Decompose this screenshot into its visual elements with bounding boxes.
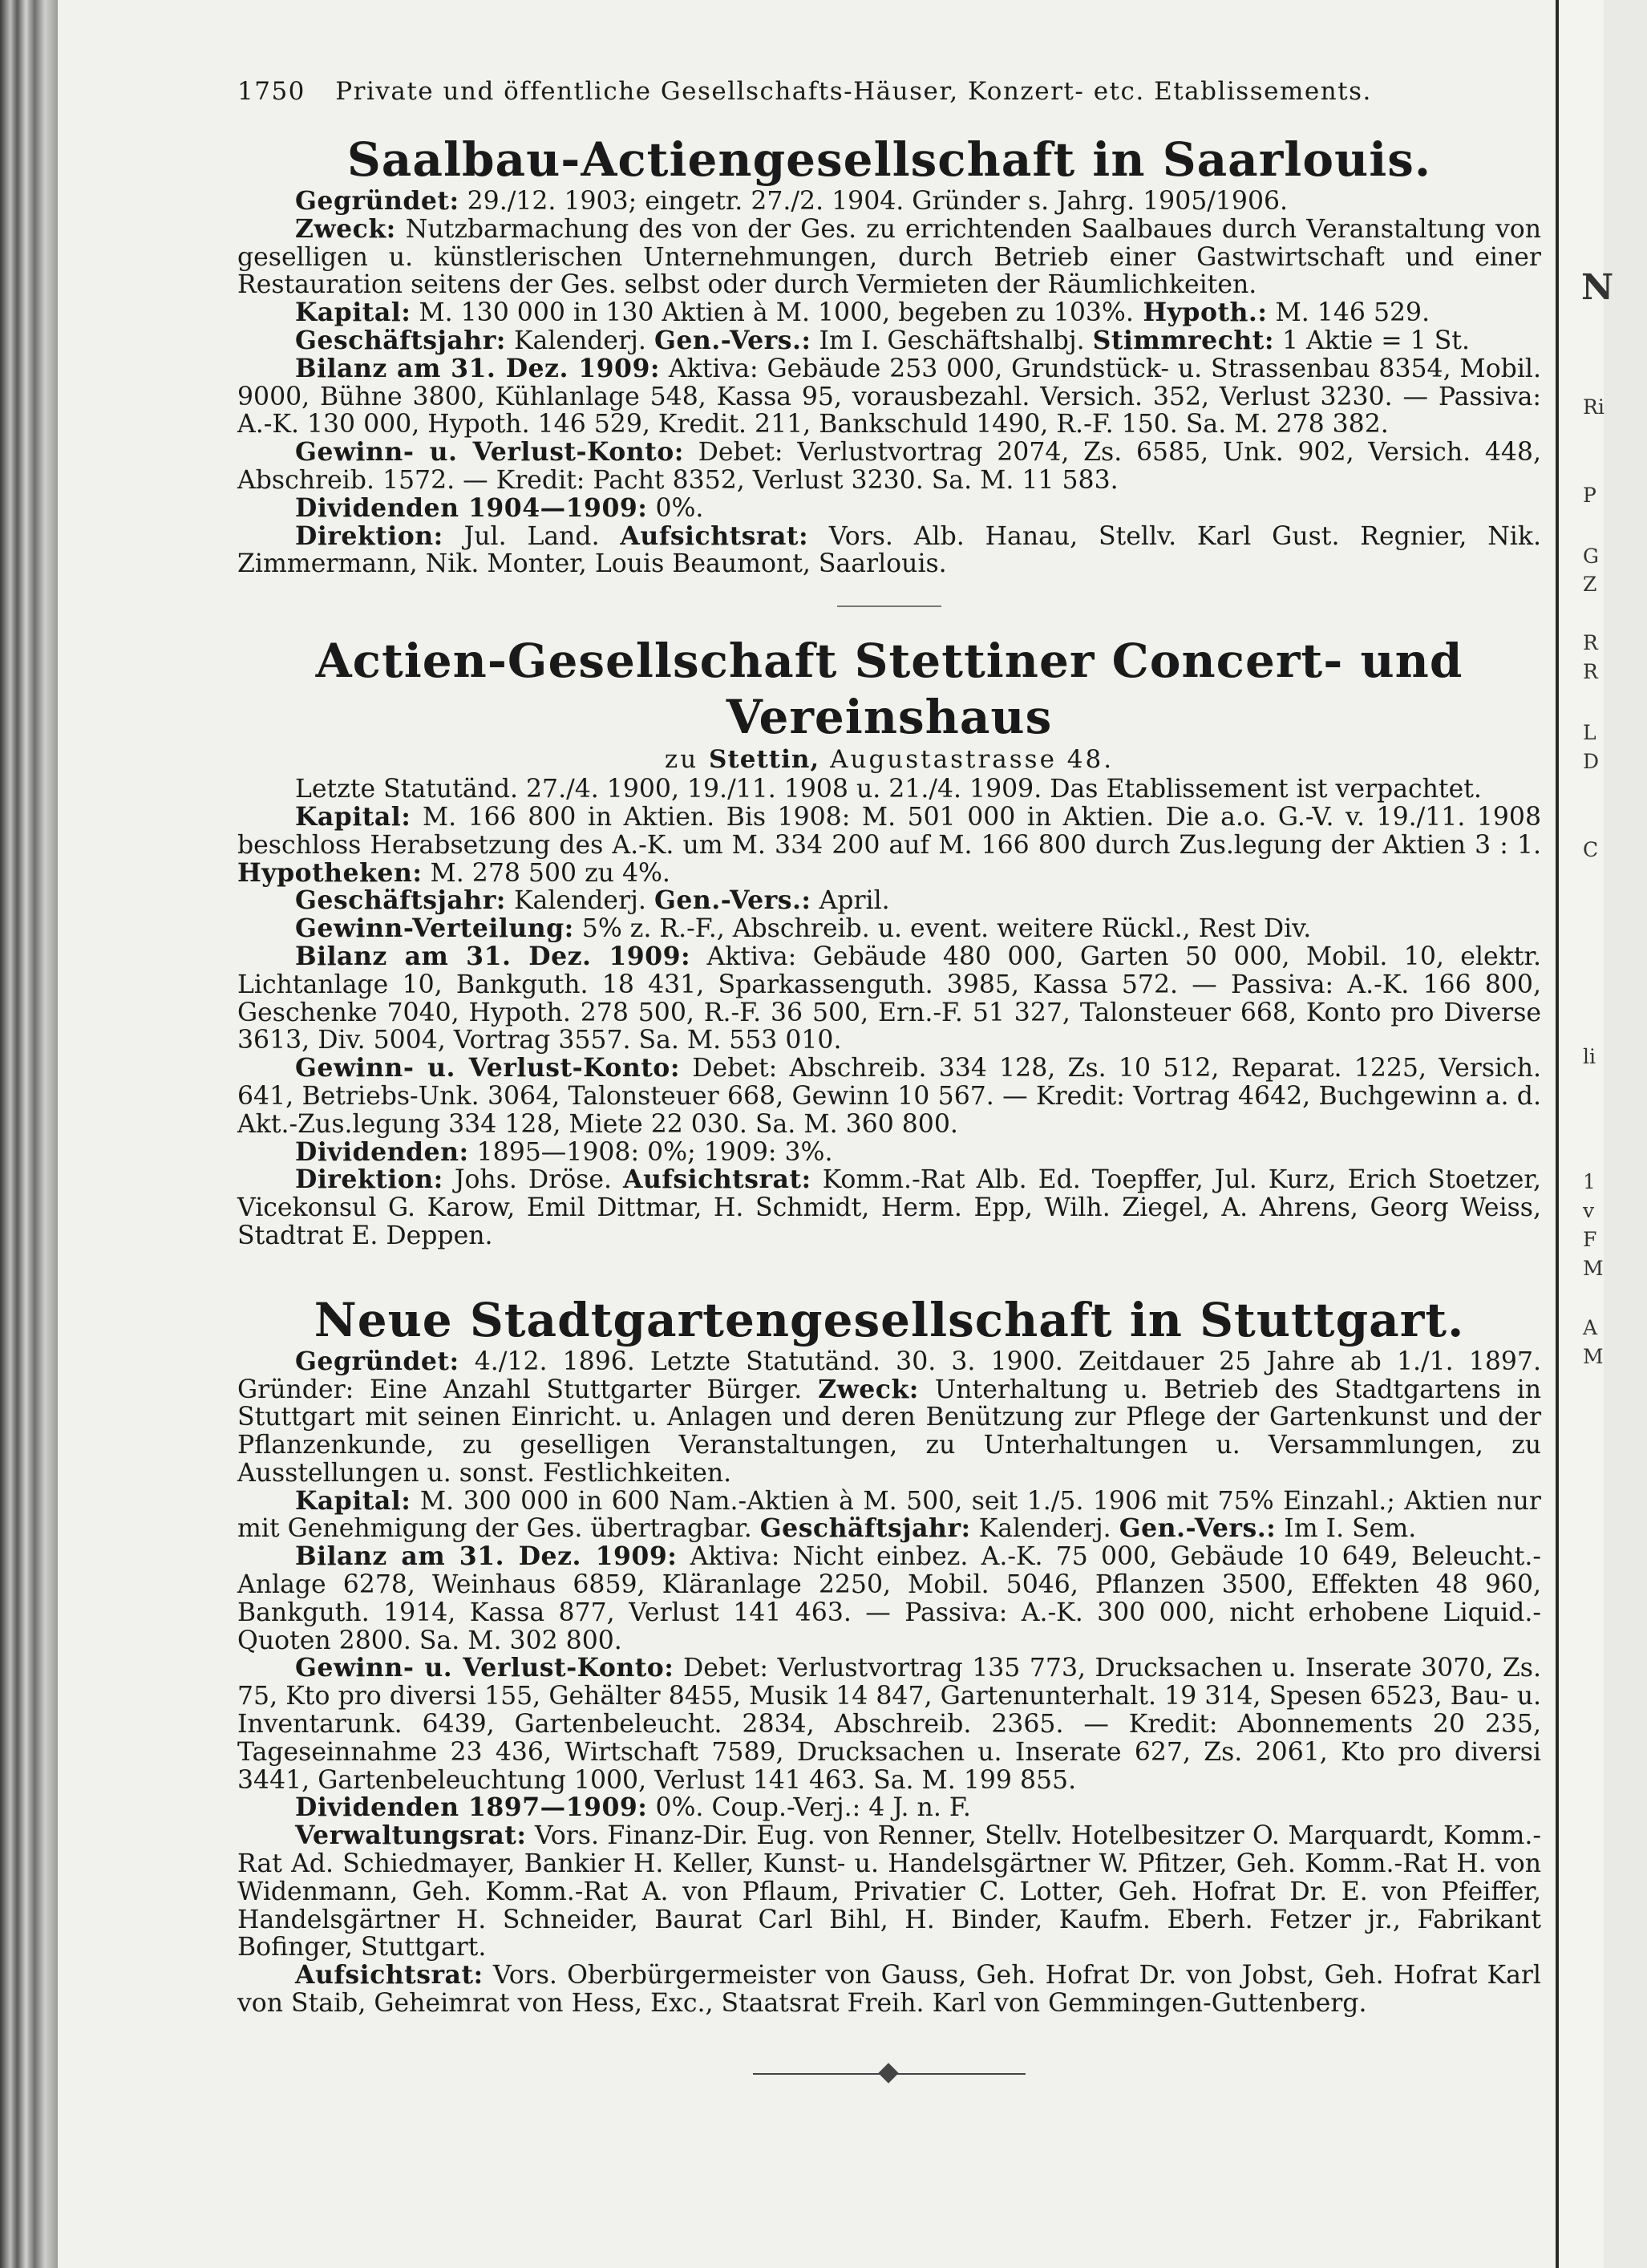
entry-direktion: Direktion: Jul. Land. Aufsichtsrat: Vors. Alb. Hanau, Stellv. Karl Gust. Regnier, Nik. Zimmermann, Nik. Monter, Louis Beaumont, Saarlouis. [237,520,1541,579]
edge-fragment: P [1583,484,1596,507]
edge-fragment: A [1583,1316,1598,1339]
edge-fragment: R [1583,660,1598,683]
book-binding [0,0,58,2268]
section-gap [237,1250,1541,1292]
article-title: Neue Stadtgartengesellschaft in Stuttgart. [314,1292,1465,1347]
entry-direktion: Direktion: Johs. Dröse. Aufsichtsrat: Komm.-Rat Alb. Ed. Toepffer, Jul. Kurz, Erich Stoetzer, Vicekonsul G. Karow, Emil Dittmar, H. Schmidt, Herm. Epp, Wilh. Ziegel, A. Ahrens, Georg Weiss, Stadtrat E. Deppen. [237,1164,1541,1250]
edge-fragment: 1 [1583,1170,1596,1193]
article-stadtgarten-stuttgart [237,1292,1541,2018]
edge-fragment: G [1583,545,1599,568]
entry-statutaend: Letzte Statutänd. 27./4. 1900, 19./11. 1908 u. 21./4. 1909. Das Etablissement ist verpachtet. [295,775,1482,804]
entry-bilanz: Bilanz am 31. Dez. 1909: Aktiva: Nicht einbez. A.-K. 75 000, Gebäude 10 649, Beleucht.-Anlage 6278, Weinhaus 6859, Kläranlage 2250, Mobil. 5046, Pflanzen 3500, Effekten 48 960, Bankguth. 1914, Kassa 877, Verlust 141 463. — Passiva: A.-K. 300 000, nicht erhobene Liquid.-Quoten 2800. Sa. M. 302 800. [237,1541,1541,1655]
article-title: Actien-Gesellschaft Stettiner Concert- und Vereinshaus [315,634,1463,745]
edge-fragment: C [1583,838,1599,861]
entry-bilanz: Bilanz am 31. Dez. 1909: Aktiva: Gebäude 253 000, Grundstück- u. Strassenbau 8354, Mobil. 9000, Bühne 3800, Kühlanlage 548, Kassa 95, vorausbezahl. Versich. 352, Verlust 3230. — Passiva: A.-K. 130 000, Hypoth. 146 529, Kredit. 211, Bankschuld 1490, R.-F. 150. Sa. M. 278 382. [237,353,1541,439]
edge-fragment: N [1581,267,1614,308]
running-title: Private und öffentliche Gesellschafts-Häuser, Konzert- etc. Etablissements. [335,77,1372,106]
entry-zweck: Zweck: Nutzbarmachung des von der Ges. zu errichtenden Saalbaues durch Veranstaltung von geselligen u. künstlerischen Unternehmungen, durch Betrieb einer Gastwirtschaft und einer Restauration seitens der Ges. selbst oder durch Vermieten der Räumlichkeiten. [237,213,1541,300]
entry-dividenden: Dividenden: 1895—1908: 0%; 1909: 3%. [295,1136,833,1167]
article-saalbau-saarlouis [237,132,1541,578]
article-title: Saalbau-Actiengesellschaft in Saarlouis. [346,132,1432,187]
article-subtitle: zu Stettin, Augustastrasse 48. [664,745,1115,775]
entry-gewinn-verlust: Gewinn- u. Verlust-Konto: Debet: Verlustvortrag 135 773, Drucksachen u. Inserate 3070, Zs. 75, Kto pro diversi 155, Gehälter 8455, Musik 14 847, Gartenunterhalt. 19 314, Spesen 6523, Bau- u. Inventarunk. 6439, Gartenbeleucht. 2834, Abschreib. 2365. — Kredit: Abonnements 20 235, Tageseinnahme 23 436, Wirtschaft 7589, Drucksachen u. Inserate 627, Zs. 2061, Kto pro diversi 3441, Gartenbeleuchtung 1000, Verlust 141 463. Sa. M. 199 855. [237,1653,1541,1795]
entry-gewinn-verlust: Gewinn- u. Verlust-Konto: Debet: Verlustvortrag 2074, Zs. 6585, Unk. 902, Versich. 448, Abschreib. 1572. — Kredit: Pacht 8352, Verlust 3230. Sa. M. 11 583. [237,437,1541,495]
diamond-ornament-icon [878,2063,898,2083]
edge-fragment: Ri [1583,395,1605,419]
entry-kapital: Kapital: M. 166 800 in Aktien. Bis 1908: M. 501 000 in Aktien. Die a.o. G.-V. v. 19./11. 1908 beschloss Herabsetzung des A.-K. um M. 334 200 auf M. 166 800 durch Zus.legung der Aktien 3 : 1. Hypotheken: M. 278 500 zu 4%. [237,801,1541,888]
edge-fragment: R [1583,631,1598,654]
entry-kapital: Kapital: M. 130 000 in 130 Aktien à M. 1000, begeben zu 103%. Hypoth.: M. 146 529. [295,298,1431,328]
running-header [237,75,1541,107]
entry-gewinn-verlust: Gewinn- u. Verlust-Konto: Debet: Abschreib. 334 128, Zs. 10 512, Reparat. 1225, Versich. 641, Betriebs-Unk. 3064, Talonsteuer 668, Gewinn 10 567. — Kredit: Vortrag 4642, Buchgewinn a. d. Akt.-Zus.legung 334 128, Miete 22 030. Sa. M. 360 800. [237,1053,1541,1139]
entry-geschaeftsjahr: Geschäftsjahr: Kalenderj. Gen.-Vers.: April. [295,885,890,916]
entry-gegruendet: Gegründet: 4./12. 1896. Letzte Statutänd. 30. 3. 1900. Zeitdauer 25 Jahre ab 1./1. 1897. Gründer: Eine Anzahl Stuttgarter Bürger. Zweck: Unterhaltung u. Betrieb des Stadtgartens in Stuttgart mit seinen Einricht. u. Anlagen und deren Benützung zur Pflege der Gartenkunst und der Pflanzenkunde, zu geselligen Veranstaltungen, zu Unterhaltungen u. Versammlungen, zu Ausstellungen u. sonst. Festlichkeiten. [237,1346,1541,1488]
edge-fragment: M [1583,1345,1604,1368]
section-divider [837,605,941,607]
entry-geschaeftsjahr: Geschäftsjahr: Kalenderj. Gen.-Vers.: Im I. Geschäftshalbj. Stimmrecht: 1 Aktie = 1 St. [295,325,1470,355]
article-stettin-concerthaus [237,633,1541,1250]
next-page-edge [1556,0,1614,2268]
edge-fragment: Z [1583,573,1597,596]
entry-dividenden: Dividenden 1897—1909: 0%. Coup.-Verj.: 4 J. n. F. [295,1792,971,1823]
entry-dividenden: Dividenden 1904—1909: 0%. [295,492,704,523]
edge-fragment: D [1583,750,1600,773]
edge-fragment: M [1583,1257,1604,1280]
edge-fragment: F [1583,1228,1597,1251]
entry-aufsichtsrat: Aufsichtsrat: Vors. Oberbürgermeister von Gauss, Geh. Hofrat Dr. von Jobst, Geh. Hofrat Karl von Staib, Geheimrat von Hess, Exc., Staatsrat Freih. Karl von Gemmingen-Guttenberg. [237,1960,1541,2019]
page-content [237,75,1541,2082]
entry-gewinn-verteilung: Gewinn-Verteilung: 5% z. R.-F., Abschreib. u. event. weitere Rückl., Rest Div. [295,913,1312,944]
edge-fragment: v [1583,1199,1595,1222]
edge-fragment: li [1583,1045,1596,1068]
entry-bilanz: Bilanz am 31. Dez. 1909: Aktiva: Gebäude 480 000, Garten 50 000, Mobil. 10, elektr. Lichtanlage 10, Bankguth. 18 431, Sparkassenguth. 3985, Kassa 572. — Passiva: A.-K. 166 800, Geschenke 7040, Hypoth. 278 500, R.-F. 36 500, Ern.-F. 51 327, Talonsteuer 668, Konto pro Diverse 3613, Div. 5004, Vortrag 3557. Sa. M. 553 010. [237,941,1541,1055]
entry-gegruendet: Gegründet: 29./12. 1903; eingetr. 27./2. 1904. Gründer s. Jahrg. 1905/1906. [295,186,1289,216]
entry-verwaltungsrat: Verwaltungsrat: Vors. Finanz-Dir. Eug. von Renner, Stellv. Hotelbesitzer O. Marquardt, Komm.-Rat Ad. Schiedmayer, Bankier H. Keller, Kunst- u. Handelsgärtner W. Pfitzer, Geh. Komm.-Rat H. von Widenmann, Geh. Komm.-Rat A. von Pflaum, Privatier C. Lotter, Geh. Hofrat Dr. E. von Pfeiffer, Handelsgärtner H. Schneider, Baurat Carl Bihl, H. Binder, Kaufm. Eberh. Fetzer jr., Fabrikant Bofinger, Stuttgart. [237,1820,1541,1962]
edge-fragment: L [1583,721,1596,744]
page-number: 1750 [237,77,306,106]
end-ornament [753,2066,1026,2082]
entry-kapital: Kapital: M. 300 000 in 600 Nam.-Aktien à M. 500, seit 1./5. 1906 mit 75% Einzahl.; Aktien nur mit Genehmigung der Ges. übertragbar. Geschäftsjahr: Kalenderj. Gen.-Vers.: Im I. Sem. [237,1485,1541,1544]
